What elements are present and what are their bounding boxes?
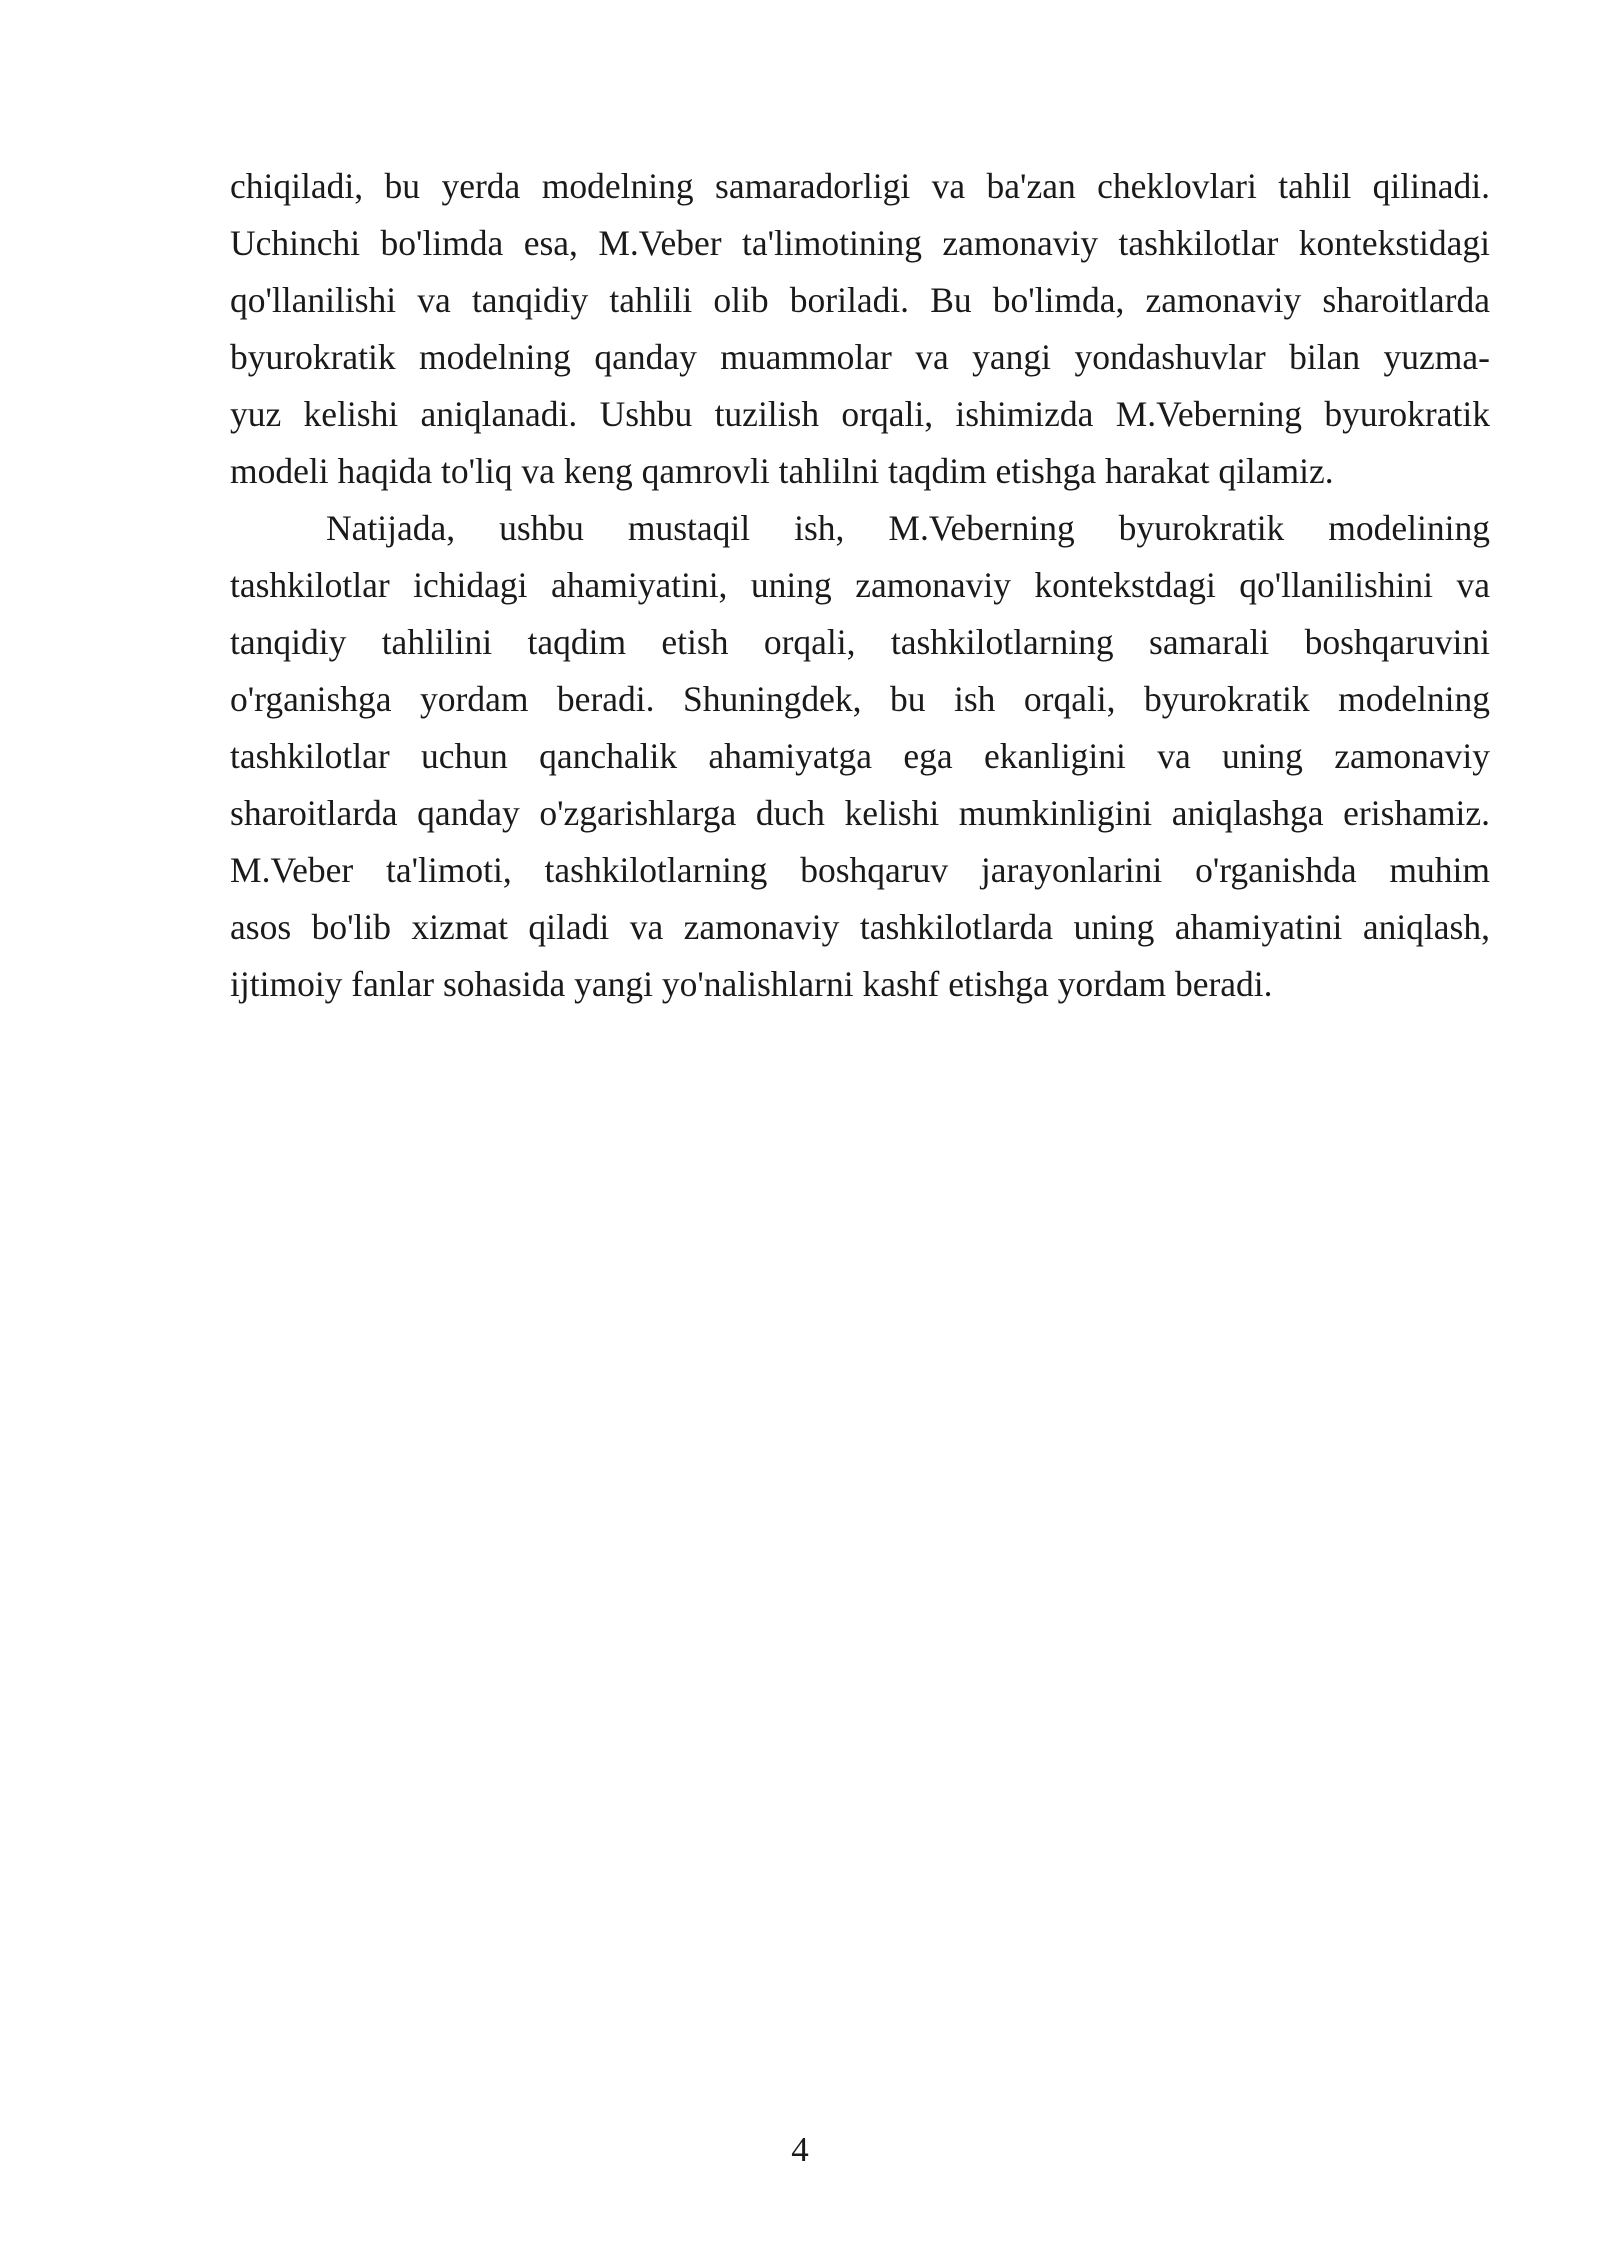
page-number: 4: [791, 2130, 809, 2169]
text-line: tanqidiy tahlilini taqdim etish orqali, tashkilotlarning samarali boshqaruvini: [230, 622, 1490, 662]
text-line: sharoitlarda qanday o'zgarishlarga duch kelishi mumkinligini aniqlashga erishamiz.: [230, 793, 1490, 833]
text-line: tashkilotlar ichidagi ahamiyatini, uning zamonaviy kontekstdagi qo'llanilishini va: [230, 565, 1490, 605]
text-line: tashkilotlar uchun qanchalik ahamiyatga ega ekanligini va uning zamonaviy: [230, 736, 1490, 776]
text-line: modeli haqida to'liq va keng qamrovli tahlilni taqdim etishga harakat qilamiz.: [230, 451, 1334, 491]
text-line: byurokratik modelning qanday muammolar va yangi yondashuvlar bilan yuzma-: [230, 337, 1490, 377]
text-line: Uchinchi bo'limda esa, M.Veber ta'limotining zamonaviy tashkilotlar kontekstidagi: [230, 223, 1490, 263]
text-line: asos bo'lib xizmat qiladi va zamonaviy tashkilotlarda uning ahamiyatini aniqlash,: [230, 907, 1490, 947]
text-line: yuz kelishi aniqlanadi. Ushbu tuzilish orqali, ishimizda M.Veberning byurokratik: [230, 394, 1490, 434]
paragraph-conclusion: [230, 500, 1490, 1013]
text-line: qo'llanilishi va tanqidiy tahlili olib boriladi. Bu bo'limda, zamonaviy sharoitlarda: [230, 280, 1490, 320]
text-line: M.Veber ta'limoti, tashkilotlarning boshqaruv jarayonlarini o'rganishda muhim: [230, 850, 1490, 890]
body-text: [230, 158, 1490, 1013]
text-line: chiqiladi, bu yerda modelning samaradorligi va ba'zan cheklovlari tahlil qilinadi.: [230, 166, 1490, 206]
text-line: ijtimoiy fanlar sohasida yangi yo'nalishlarni kashf etishga yordam beradi.: [230, 964, 1273, 1004]
text-line: Natijada, ushbu mustaqil ish, M.Veberning byurokratik modelining: [326, 508, 1490, 548]
paragraph-continuation: [230, 158, 1490, 500]
text-line: o'rganishga yordam beradi. Shuningdek, bu ish orqali, byurokratik modelning: [230, 679, 1490, 719]
